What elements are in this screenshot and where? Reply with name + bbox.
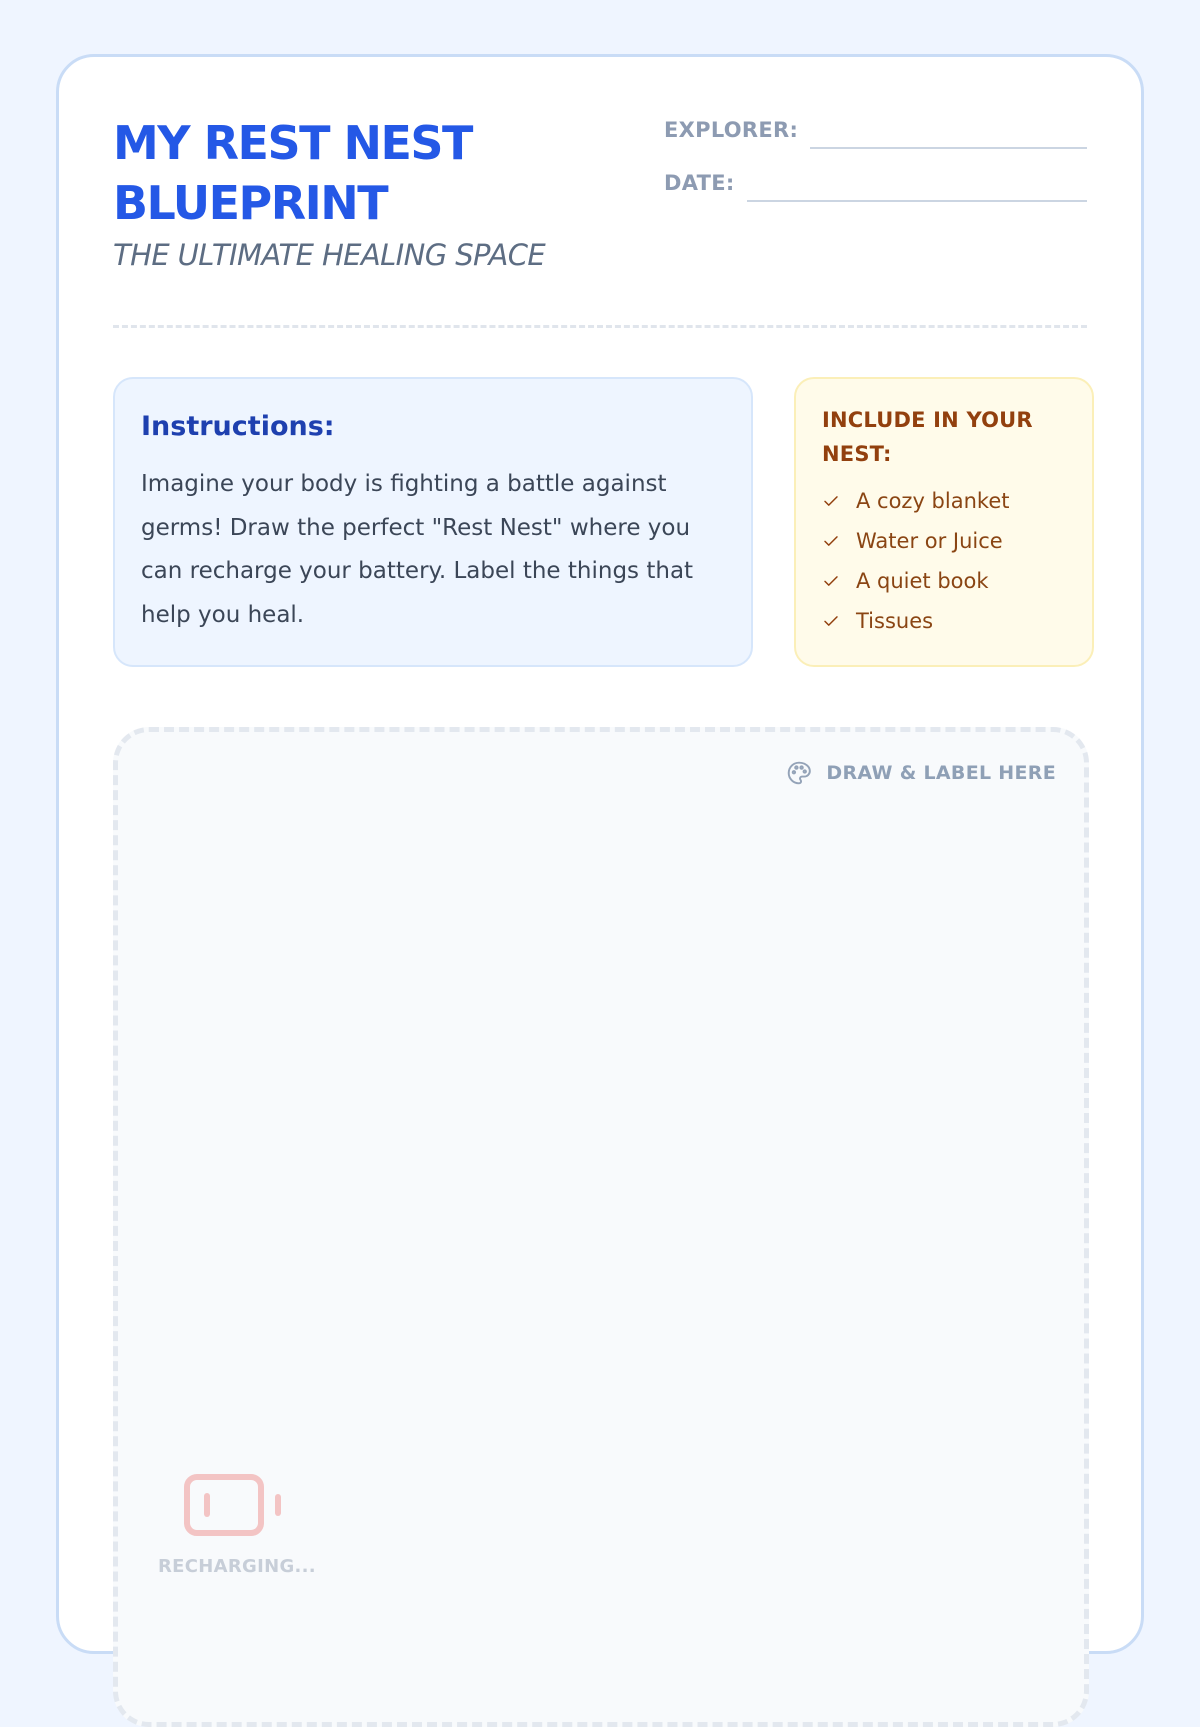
drawing-area[interactable] [113,727,1089,1727]
page-title: MY REST NEST BLUEPRINT [113,116,472,230]
checklist-item-label: Tissues [856,609,934,633]
explorer-label: EXPLORER: [664,118,799,142]
explorer-write-line[interactable] [810,146,1087,149]
instructions-heading: Instructions: [141,411,335,442]
instructions-box [113,377,753,667]
list-item [822,521,1066,561]
checklist-item-label: Water or Juice [856,529,1003,553]
list-item [822,561,1066,601]
list-item [822,601,1066,641]
checklist-heading: INCLUDE IN YOUR NEST: [822,408,1033,466]
check-icon [822,492,842,510]
header-divider [113,325,1087,328]
nest-checklist [794,377,1094,667]
checklist-item-label: A quiet book [856,569,989,593]
palette-icon [786,760,812,786]
check-icon [822,612,842,630]
checklist-item-label: A cozy blanket [856,489,1010,513]
worksheet-card [56,54,1144,1654]
check-icon [822,532,842,550]
list-item [822,481,1066,521]
recharging-status: RECHARGING... [158,1556,316,1577]
check-icon [822,572,842,590]
battery-low-icon [182,1472,284,1542]
explorer-field [664,117,1087,143]
draw-hint [786,760,1056,786]
instructions-text: Imagine your body is fighting a battle against germs! Draw the perfect "Rest Nest" where you can recharge your battery. Label the things that help you heal. [141,471,694,628]
draw-hint-label: DRAW & LABEL HERE [826,762,1056,784]
date-label: DATE: [664,171,735,195]
page-subtitle: THE ULTIMATE HEALING SPACE [113,238,546,272]
date-write-line[interactable] [747,199,1087,202]
date-field [664,170,1087,196]
